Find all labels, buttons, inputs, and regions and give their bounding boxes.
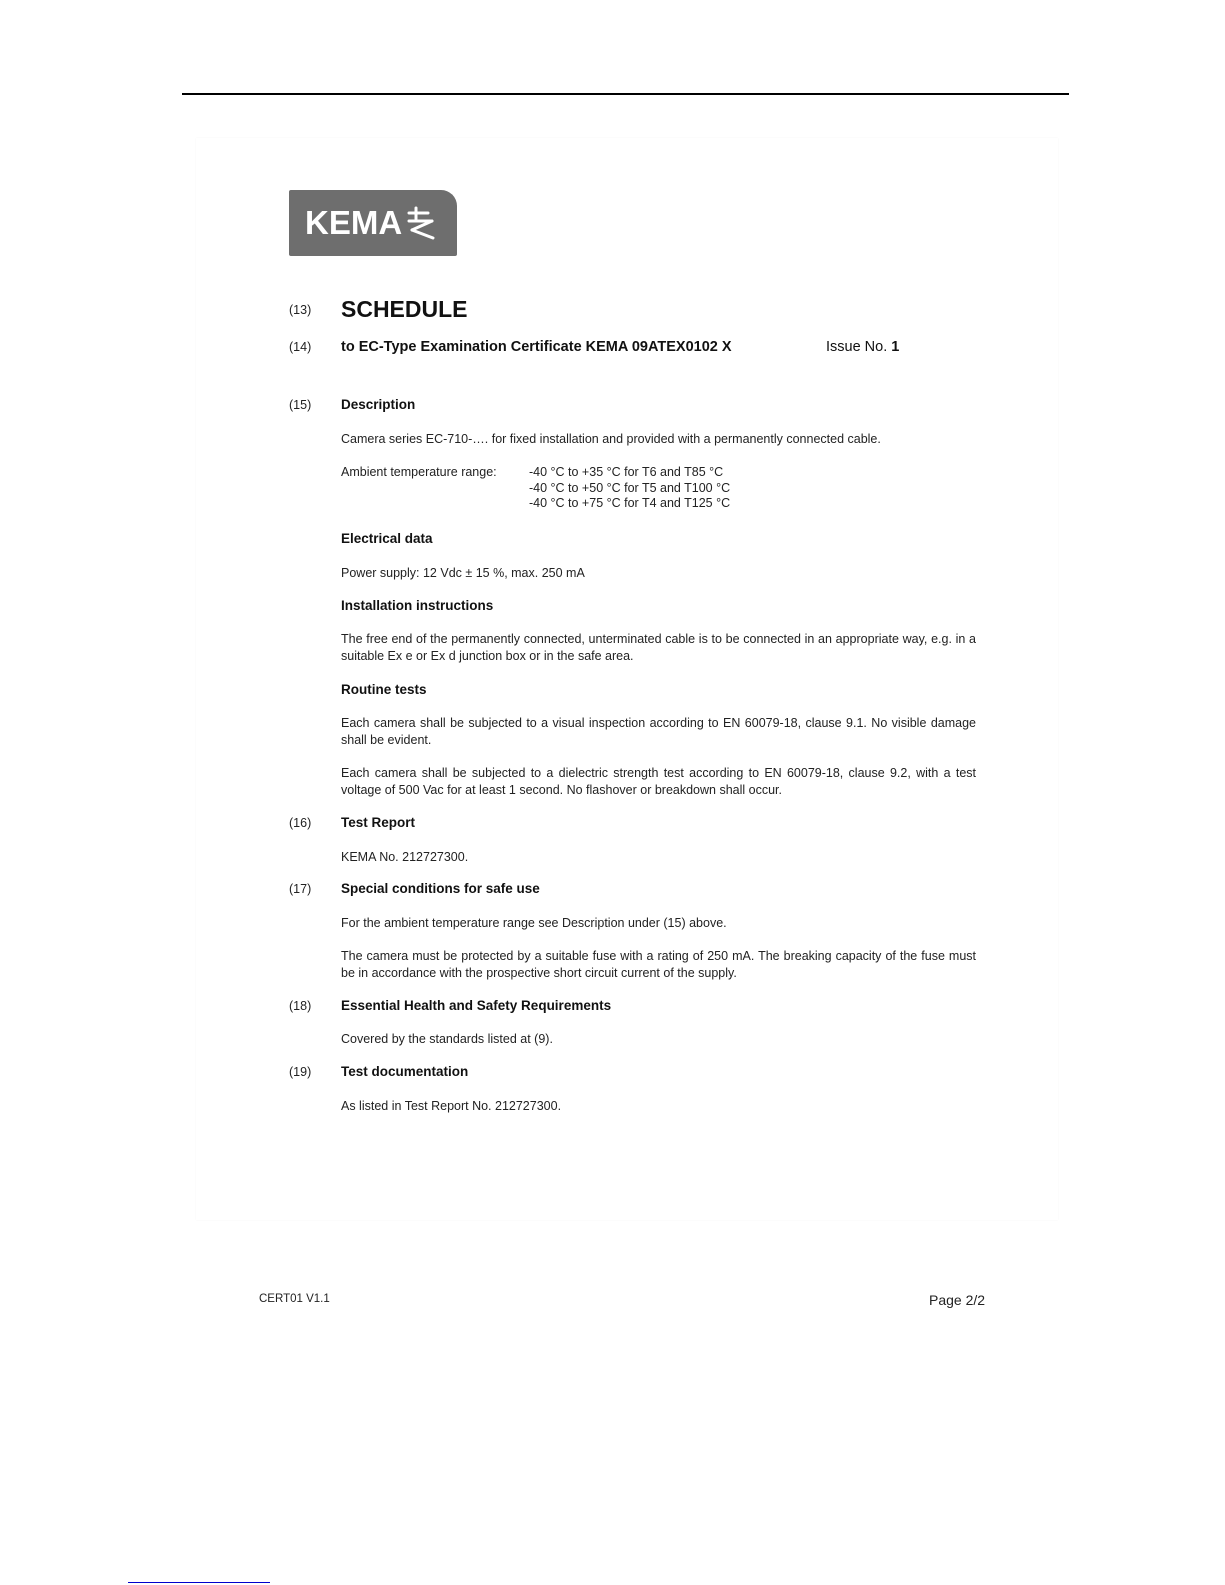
temperature-range-t5: -40 °C to +50 °C for T5 and T100 °C [529,480,731,495]
issue-value: 1 [891,339,900,355]
routine-tests-text-1: Each camera shall be subjected to a visual inspection according to EN 60079-18, clause 9.1. No visible damage shall be evident. [341,716,976,747]
routine-tests-heading: Routine tests [341,682,427,697]
description-text: Camera series EC-710-…. for fixed installation and provided with a permanently connected cable. [341,432,881,446]
test-documentation-text: As listed in Test Report No. 212727300. [341,1099,562,1113]
section-number-16: (16) [289,816,312,830]
certificate-reference: to EC-Type Examination Certificate KEMA 09ATEX0102 X [341,339,732,355]
ehsr-text: Covered by the standards listed at (9). [341,1032,553,1046]
issue-number [826,339,899,355]
section-number-17: (17) [289,882,312,896]
installation-instructions-heading: Installation instructions [341,598,494,613]
description-heading: Description [341,397,416,412]
issue-label: Issue No. [826,339,888,355]
ambient-temperature-ranges [529,465,730,512]
routine-tests-text-2: Each camera shall be subjected to a dielectric strength test according to EN 60079-18, clause 9.2, with a test voltage of 500 Vac for at least 1 second. No flashover or breakdown shall occur. [341,766,976,797]
temperature-range-t6: -40 °C to +35 °C for T6 and T85 °C [529,465,724,479]
form-code: CERT01 V1.1 [259,1293,330,1305]
electrical-data-text: Power supply: 12 Vdc ± 15 %, max. 250 mA [341,566,585,580]
kema-logo [289,190,457,256]
ambient-temperature-label: Ambient temperature range: [341,465,497,479]
test-documentation-heading: Test documentation [341,1064,469,1079]
special-conditions-heading: Special conditions for safe use [341,881,540,896]
section-number-19: (19) [289,1065,312,1079]
top-rule [182,93,1069,95]
section-number-15: (15) [289,398,312,412]
section-number-14: (14) [289,340,312,354]
test-report-heading: Test Report [341,815,416,830]
section-number-18: (18) [289,999,312,1013]
page-number: Page 2/2 [929,1292,986,1308]
kema-logo-text: KEMA [305,204,403,241]
schedule-title: SCHEDULE [341,296,468,322]
special-conditions-text-1: For the ambient temperature range see Description under (15) above. [341,916,727,930]
installation-instructions-text: The free end of the permanently connected, unterminated cable is to be connected in an appropriate way, e.g. in a suitable Ex e or Ex d junction box or in the safe area. [341,632,976,663]
section-number-13: (13) [289,303,312,317]
special-conditions-text-2: The camera must be protected by a suitable fuse with a rating of 250 mA. The breaking capacity of the fuse must be in accordance with the prospective short circuit current of the supply. [341,949,976,980]
electrical-data-heading: Electrical data [341,531,433,546]
kema-logo-mark-icon [406,205,436,241]
temperature-range-t4: -40 °C to +75 °C for T4 and T125 °C [529,496,731,510]
ehsr-heading: Essential Health and Safety Requirements [341,998,612,1013]
scanned-certificate-page [196,138,1058,1220]
bottom-link-rule [128,1582,270,1583]
test-report-text: KEMA No. 212727300. [341,850,469,864]
